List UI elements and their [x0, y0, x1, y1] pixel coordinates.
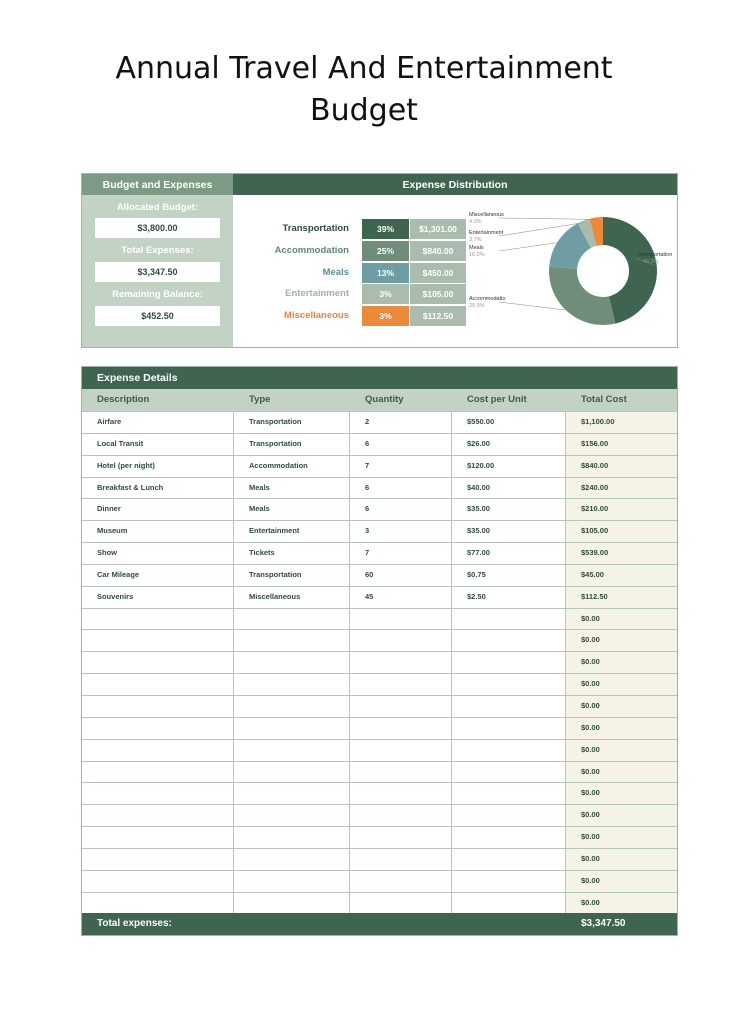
table-cell	[82, 783, 234, 804]
remaining-value: $452.50	[95, 306, 220, 326]
table-cell	[82, 827, 234, 848]
distribution-name: Meals	[322, 267, 349, 278]
table-row	[82, 477, 677, 499]
table-cell: Hotel (per night)	[82, 456, 234, 477]
table-cell: $35.00	[452, 499, 566, 520]
table-cell	[350, 827, 452, 848]
distribution-row	[233, 306, 467, 326]
table-cell	[350, 849, 452, 870]
table-cell: 6	[350, 434, 452, 455]
table-row	[82, 782, 677, 804]
table-cell	[452, 609, 566, 630]
donut-percent-label: 46.3%	[643, 259, 659, 265]
table-cell: $0.00	[566, 783, 677, 804]
table-cell	[234, 740, 350, 761]
table-header: Expense Details	[82, 367, 677, 389]
distribution-percent: 13%	[362, 263, 409, 283]
table-row	[82, 455, 677, 477]
summary-panel	[81, 173, 678, 348]
table-cell: $550.00	[452, 412, 566, 433]
expenses-label: Total Expenses:	[121, 245, 194, 256]
table-row	[82, 498, 677, 520]
table-cell	[82, 871, 234, 892]
table-cell: $840.00	[566, 456, 677, 477]
table-cell: $0.00	[566, 762, 677, 783]
table-row	[82, 761, 677, 783]
distribution-amount: $450.00	[410, 263, 466, 283]
table-cell: $539.00	[566, 543, 677, 564]
table-cell	[82, 652, 234, 673]
table-cell: $0.00	[566, 740, 677, 761]
table-row	[82, 739, 677, 761]
total-value: $3,347.50	[581, 918, 626, 930]
donut-category-label: Miscellaneous	[469, 212, 504, 218]
donut-category-label: Entertainment	[469, 230, 504, 236]
table-cell: $0.00	[566, 609, 677, 630]
table-cell: 45	[350, 587, 452, 608]
table-cell	[82, 718, 234, 739]
table-cell	[234, 762, 350, 783]
allocated-value: $3,800.00	[95, 218, 220, 238]
table-row	[82, 717, 677, 739]
table-body	[82, 411, 677, 913]
table-row	[82, 651, 677, 673]
table-row	[82, 673, 677, 695]
table-cell	[452, 696, 566, 717]
table-cell: $1,100.00	[566, 412, 677, 433]
table-cell: $0.75	[452, 565, 566, 586]
column-header: Quantity	[365, 394, 404, 405]
distribution-name: Accommodation	[274, 245, 349, 256]
table-cell: $0.00	[566, 893, 677, 914]
table-cell	[452, 783, 566, 804]
table-cell	[234, 849, 350, 870]
budget-column	[82, 174, 233, 347]
remaining-label: Remaining Balance:	[112, 289, 203, 300]
table-row	[82, 433, 677, 455]
title-line-2: Budget	[310, 93, 418, 128]
table-cell	[82, 805, 234, 826]
table-cell: $120.00	[452, 456, 566, 477]
table-cell: Museum	[82, 521, 234, 542]
distribution-header: Expense Distribution	[233, 174, 677, 195]
table-cell: $156.00	[566, 434, 677, 455]
table-cell	[452, 674, 566, 695]
table-cell: Transportation	[234, 565, 350, 586]
table-cell: $0.00	[566, 827, 677, 848]
table-cell: $26.00	[452, 434, 566, 455]
column-header: Total Cost	[581, 394, 627, 405]
table-cell: $105.00	[566, 521, 677, 542]
table-cell: $0.00	[566, 630, 677, 651]
table-cell	[82, 630, 234, 651]
donut-slice	[549, 267, 615, 325]
table-cell	[452, 762, 566, 783]
table-cell: 60	[350, 565, 452, 586]
donut-leader-line	[499, 302, 569, 310]
donut-percent-label: 3.7%	[469, 237, 482, 243]
table-cell: Local Transit	[82, 434, 234, 455]
table-cell	[452, 827, 566, 848]
page-title	[0, 48, 728, 132]
column-headers	[82, 389, 677, 411]
table-cell	[350, 740, 452, 761]
table-cell	[234, 652, 350, 673]
table-cell	[234, 674, 350, 695]
distribution-row	[233, 263, 467, 283]
table-cell: Tickets	[234, 543, 350, 564]
table-cell: $0.00	[566, 674, 677, 695]
table-cell	[82, 740, 234, 761]
distribution-percent: 25%	[362, 241, 409, 261]
table-footer	[82, 913, 677, 935]
table-cell	[350, 893, 452, 914]
distribution-row	[233, 241, 467, 261]
table-row	[82, 695, 677, 717]
table-row	[82, 520, 677, 542]
table-cell	[234, 718, 350, 739]
table-cell	[452, 740, 566, 761]
table-cell: $0.00	[566, 849, 677, 870]
table-cell	[452, 718, 566, 739]
title-line-1: Annual Travel And Entertainment	[115, 51, 613, 86]
table-row	[82, 804, 677, 826]
table-cell: $0.00	[566, 696, 677, 717]
table-cell: 6	[350, 478, 452, 499]
expense-donut-chart	[467, 196, 675, 346]
table-row	[82, 870, 677, 892]
donut-percent-label: 16.0%	[469, 252, 485, 258]
table-cell	[452, 871, 566, 892]
distribution-percent: 3%	[362, 284, 409, 304]
table-cell: Breakfast & Lunch	[82, 478, 234, 499]
table-cell	[350, 762, 452, 783]
table-cell	[234, 783, 350, 804]
table-cell	[452, 849, 566, 870]
table-cell	[82, 696, 234, 717]
table-cell	[234, 609, 350, 630]
distribution-amount: $840.00	[410, 241, 466, 261]
table-cell: Miscellaneous	[234, 587, 350, 608]
table-cell: $77.00	[452, 543, 566, 564]
table-cell	[350, 871, 452, 892]
table-cell: $0.00	[566, 871, 677, 892]
table-cell	[234, 805, 350, 826]
donut-leader-line	[499, 218, 596, 219]
table-cell: Meals	[234, 478, 350, 499]
table-cell	[234, 696, 350, 717]
table-row	[82, 848, 677, 870]
table-cell	[452, 630, 566, 651]
table-cell: 3	[350, 521, 452, 542]
table-cell	[452, 893, 566, 914]
table-cell	[350, 805, 452, 826]
table-cell: 7	[350, 543, 452, 564]
table-cell	[234, 827, 350, 848]
table-cell	[350, 674, 452, 695]
table-cell: Meals	[234, 499, 350, 520]
table-cell: $2.50	[452, 587, 566, 608]
distribution-name: Transportation	[282, 223, 349, 234]
table-cell: Airfare	[82, 412, 234, 433]
table-row	[82, 542, 677, 564]
table-cell: Souvenirs	[82, 587, 234, 608]
table-cell	[452, 805, 566, 826]
donut-category-label: Transportation	[637, 252, 673, 258]
table-row	[82, 608, 677, 630]
table-cell	[350, 609, 452, 630]
table-cell: $240.00	[566, 478, 677, 499]
table-cell: Dinner	[82, 499, 234, 520]
column-header: Cost per Unit	[467, 394, 527, 405]
table-cell: $35.00	[452, 521, 566, 542]
donut-percent-label: 4.0%	[469, 219, 482, 225]
expenses-value: $3,347.50	[95, 262, 220, 282]
distribution-amount: $105.00	[410, 284, 466, 304]
table-row	[82, 892, 677, 914]
table-cell	[350, 718, 452, 739]
table-cell: Show	[82, 543, 234, 564]
table-cell: $45.00	[566, 565, 677, 586]
table-cell: $0.00	[566, 718, 677, 739]
donut-category-label: Meals	[469, 245, 484, 251]
table-cell: $210.00	[566, 499, 677, 520]
table-cell	[82, 762, 234, 783]
distribution-name: Entertainment	[285, 288, 349, 299]
table-row	[82, 564, 677, 586]
table-cell: $112.50	[566, 587, 677, 608]
table-cell: Transportation	[234, 434, 350, 455]
table-row	[82, 586, 677, 608]
distribution-percent: 39%	[362, 219, 409, 239]
distribution-name: Miscellaneous	[284, 310, 349, 321]
distribution-amount: $112.50	[410, 306, 466, 326]
table-cell	[234, 871, 350, 892]
table-cell: Accommodation	[234, 456, 350, 477]
donut-category-label: Accommodatio	[469, 296, 506, 302]
table-cell	[350, 696, 452, 717]
distribution-row	[233, 219, 467, 239]
table-cell	[82, 674, 234, 695]
table-cell: $40.00	[452, 478, 566, 499]
budget-header: Budget and Expenses	[82, 174, 233, 195]
donut-leader-line	[499, 242, 560, 251]
table-cell: 7	[350, 456, 452, 477]
table-cell: $0.00	[566, 652, 677, 673]
distribution-amount: $1,301.00	[410, 219, 466, 239]
table-cell	[82, 609, 234, 630]
distribution-row	[233, 284, 467, 304]
allocated-label: Allocated Budget:	[116, 202, 199, 213]
table-row	[82, 411, 677, 433]
column-header: Description	[97, 394, 150, 405]
table-cell: $0.00	[566, 805, 677, 826]
table-cell	[82, 849, 234, 870]
donut-percent-label: 29.9%	[469, 303, 485, 309]
table-cell	[234, 630, 350, 651]
table-cell: Entertainment	[234, 521, 350, 542]
table-cell	[234, 893, 350, 914]
table-row	[82, 629, 677, 651]
total-label: Total expenses:	[97, 918, 172, 930]
table-cell	[350, 630, 452, 651]
table-cell: Transportation	[234, 412, 350, 433]
column-header: Type	[249, 394, 271, 405]
table-cell: 2	[350, 412, 452, 433]
table-cell	[350, 652, 452, 673]
table-cell	[350, 783, 452, 804]
table-cell: 6	[350, 499, 452, 520]
table-cell	[82, 893, 234, 914]
table-cell: Car Mileage	[82, 565, 234, 586]
table-cell	[452, 652, 566, 673]
table-row	[82, 826, 677, 848]
expense-details-table	[81, 366, 678, 936]
distribution-percent: 3%	[362, 306, 409, 326]
